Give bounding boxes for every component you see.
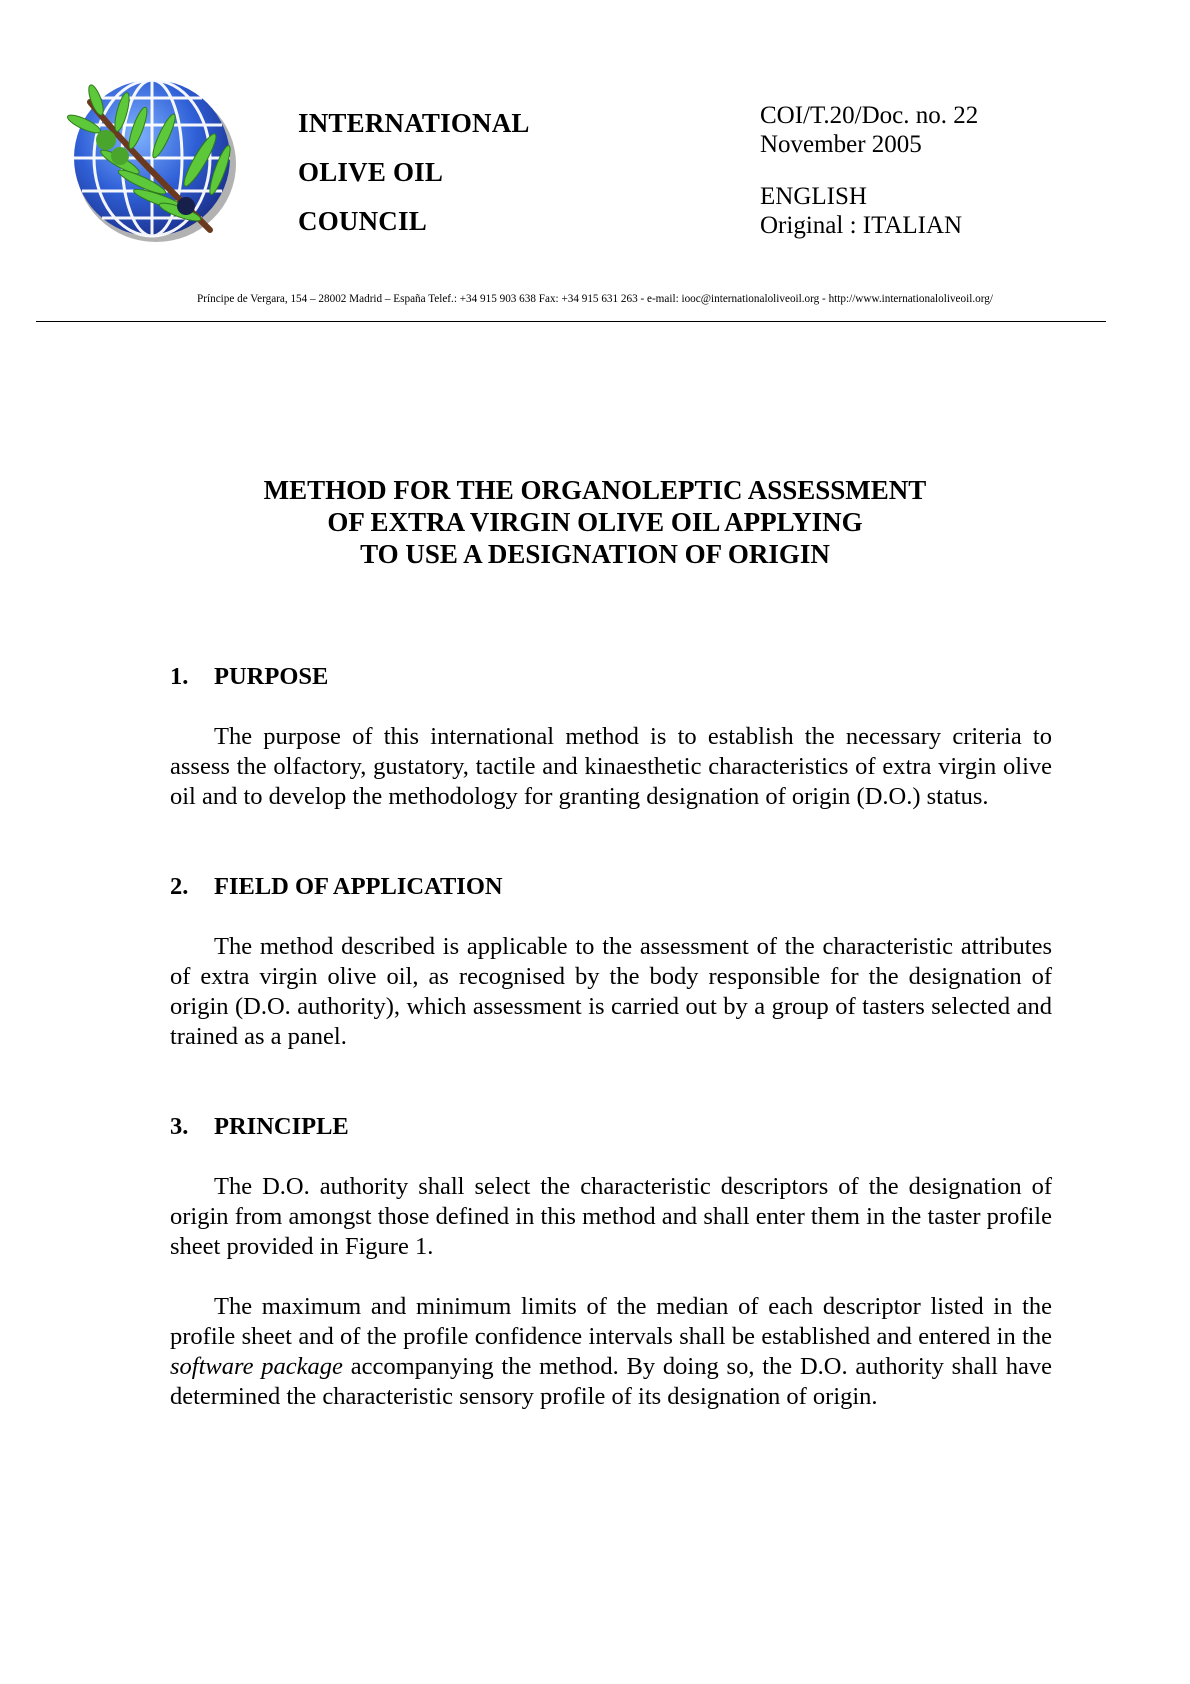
principle-paragraph-2 [170,1292,1052,1412]
title-line-1: METHOD FOR THE ORGANOLEPTIC ASSESSMENT [263,475,927,505]
address-line: Príncipe de Vergara, 154 – 28002 Madrid – España Telef.: +34 915 903 638 Fax: +34 915 631 263 - e-mail: iooc@internationaloliveoil.org - http://www.internationaloliveoil.org/ [197,293,993,305]
software-package-emphasis: software package [170,1353,343,1380]
paragraph-text: The maximum and minimum limits of the median of each descriptor listed in the profile sheet and of the profile confidence intervals shall be established and entered in the [170,1293,1052,1350]
section-number: 3. [170,1113,189,1140]
globe-olive-branch-icon [60,70,240,245]
ioc-logo [60,70,240,245]
section-number: 2. [170,873,189,900]
paragraph-text: accompanying the method. By doing so, the D.O. authority shall have determined the characteristic sensory profile of its designation of origin. [170,1353,1052,1410]
principle-paragraph-1: The D.O. authority shall select the characteristic descriptors of the designation of origin from amongst those defined in this method and shall enter them in the taster profile sheet provided in Figure 1. [170,1173,1052,1260]
document-date: November 2005 [760,131,922,158]
field-of-application-paragraph: The method described is applicable to the assessment of the characteristic attributes of extra virgin olive oil, as recognised by the body responsible for the designation of origin (D.O. authority), which assessment is carried out by a group of tasters selected and trained as a panel. [170,933,1052,1050]
section-number: 1. [170,663,189,690]
purpose-paragraph: The purpose of this international method is to establish the necessary criteria to assess the olfactory, gustatory, tactile and kinaesthetic characteristics of extra virgin olive oil and to develop the methodology for granting designation of origin (D.O.) status. [170,723,1052,810]
section-heading-principle [170,1112,1052,1142]
org-name-line-1: INTERNATIONAL [298,108,530,138]
title-line-2: OF EXTRA VIRGIN OLIVE OIL APPLYING [327,507,863,537]
title-line-3: TO USE A DESIGNATION OF ORIGIN [360,539,830,569]
org-name-line-3: COUNCIL [298,206,427,236]
document-meta [760,101,978,240]
section-title: FIELD OF APPLICATION [214,873,503,900]
document-body [170,662,1052,1412]
section-heading-purpose [170,662,1052,692]
original-language: Original : ITALIAN [760,212,963,239]
organization-name [298,99,530,246]
section-heading-field-of-application [170,872,1052,902]
document-reference: COI/T.20/Doc. no. 22 [760,102,979,129]
section-title: PURPOSE [214,663,329,690]
org-name-line-2: OLIVE OIL [298,157,444,187]
document-title [0,474,1190,570]
section-title: PRINCIPLE [214,1113,349,1140]
document-language: ENGLISH [760,183,867,210]
header-divider [36,321,1106,322]
